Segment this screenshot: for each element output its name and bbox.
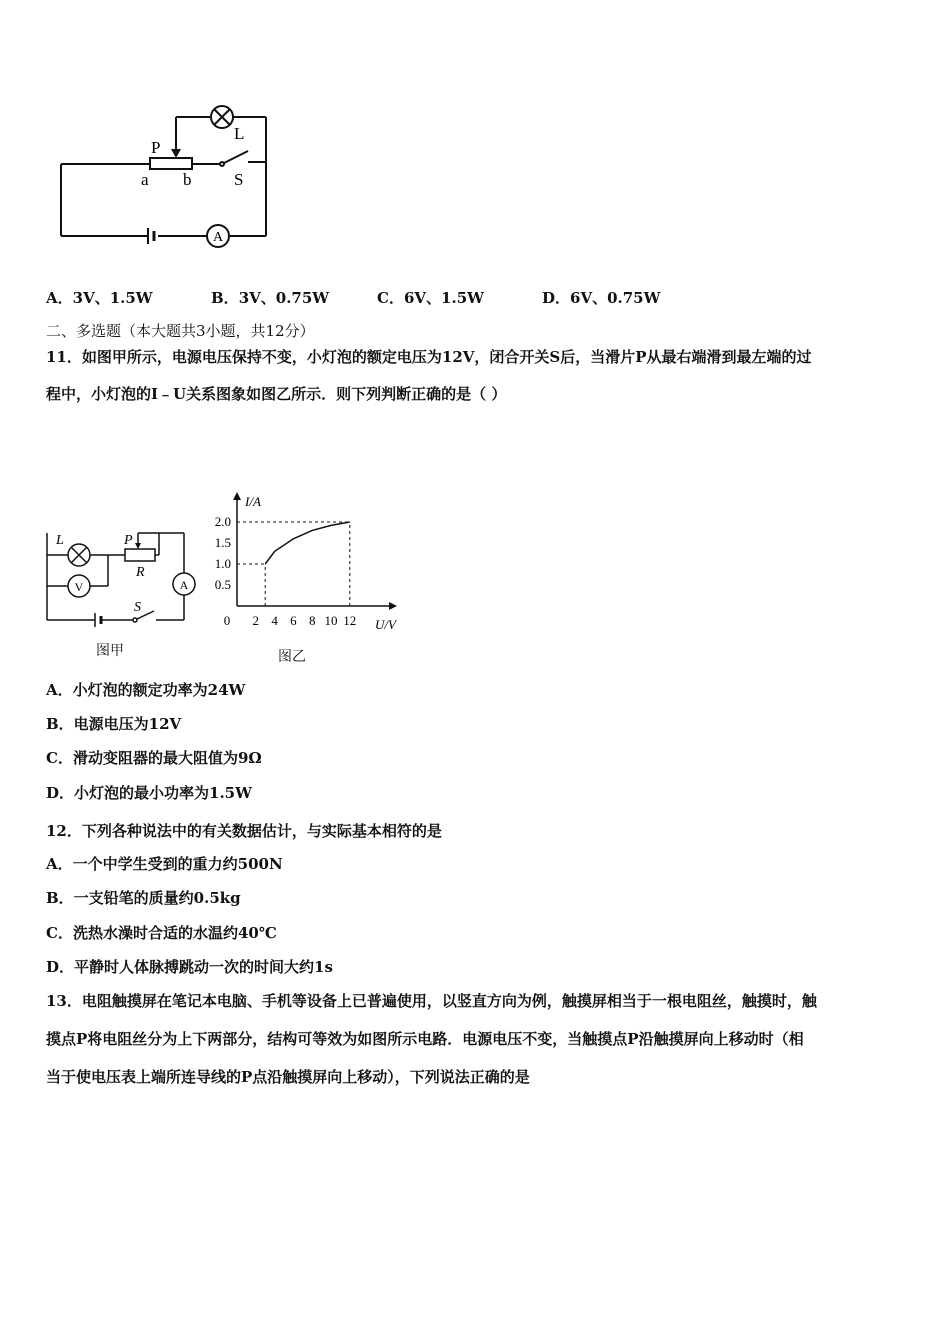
q13-stem-line1: 13．电阻触摸屏在笔记本电脑、手机等设备上已普遍使用，以竖直方向为例，触摸屏相当于一根电阻丝，触摸时，触 (46, 992, 817, 1010)
q12-option-d: D．平静时人体脉搏跳动一次的时间大约1s (46, 958, 333, 976)
voltmeter-label: V (74, 580, 84, 594)
label-P: P (151, 138, 161, 157)
q10-option-c: C．6V、1.5W (377, 289, 484, 307)
ammeter-label-2: A (179, 578, 189, 592)
q10-option-a: A．3V、1.5W (46, 289, 153, 307)
label-S2: S (134, 600, 141, 615)
y-tick-label: 2.0 (214, 514, 231, 529)
label-P2: P (124, 533, 133, 548)
q11-stem-line1: 11．如图甲所示，电源电压保持不变，小灯泡的额定电压为12V，闭合开关S后，当滑片P从最右端滑到最左端的过 (46, 348, 812, 366)
caption-jia: 图甲 (96, 643, 124, 659)
caption-yi: 图乙 (278, 649, 306, 665)
x-tick-label: 12 (343, 613, 357, 628)
x-tick-label: 6 (290, 613, 297, 628)
y-axis-label: I/A (245, 494, 261, 509)
x-tick-label: 0 (223, 613, 231, 628)
label-R: R (136, 565, 145, 580)
x-tick-label: 8 (308, 613, 316, 628)
iu-curve (265, 522, 350, 564)
q13-stem-line3: 当于使电压表上端所连导线的P点沿触摸屏向上移动），下列说法正确的是 (46, 1068, 530, 1086)
q10-option-d: D．6V、0.75W (542, 289, 661, 307)
x-tick-label: 4 (271, 613, 278, 628)
q12-option-a: A．一个中学生受到的重力约500N (46, 855, 283, 873)
x-tick-label: 2 (252, 613, 260, 628)
label-b: b (183, 170, 192, 189)
label-S: S (234, 170, 244, 189)
x-tick-label: 10 (324, 613, 338, 628)
q13-stem-line2: 摸点P将电阻丝分为上下两部分，结构可等效为如图所示电路．电源电压不变，当触摸点P沿触摸屏向上移动时（相 (46, 1030, 804, 1048)
q11-option-d: D．小灯泡的最小功率为1.5W (46, 784, 252, 802)
q10-option-b: B．3V、0.75W (211, 289, 330, 307)
ammeter-label: A (212, 230, 224, 245)
label-L2: L (56, 533, 64, 548)
q12-stem: 12．下列各种说法中的有关数据估计，与实际基本相符的是 (46, 822, 442, 840)
label-L: L (234, 124, 245, 143)
y-tick-label: 1.5 (214, 535, 231, 550)
x-axis-label: U/V (375, 617, 396, 632)
iu-graph (205, 488, 410, 638)
q11-stem-line2: 程中，小灯泡的I﹣U关系图象如图乙所示．则下列判断正确的是（ ） (46, 385, 507, 403)
q12-option-c: C．洗热水澡时合适的水温约40℃ (46, 924, 277, 942)
q11-option-a: A．小灯泡的额定功率为24W (46, 681, 246, 699)
q12-option-b: B．一支铅笔的质量约0.5kg (46, 889, 241, 907)
y-tick-label: 0.5 (214, 577, 231, 592)
y-tick-label: 1.0 (214, 556, 231, 571)
label-a: a (141, 170, 149, 189)
q11-option-c: C．滑动变阻器的最大阻值为9Ω (46, 749, 262, 767)
circuit-diagram-1 (50, 95, 280, 255)
section-heading: 二、多选题（本大题共3小题，共12分） (46, 322, 315, 340)
q11-option-b: B．电源电压为12V (46, 715, 182, 733)
circuit-diagram-2 (40, 528, 210, 633)
